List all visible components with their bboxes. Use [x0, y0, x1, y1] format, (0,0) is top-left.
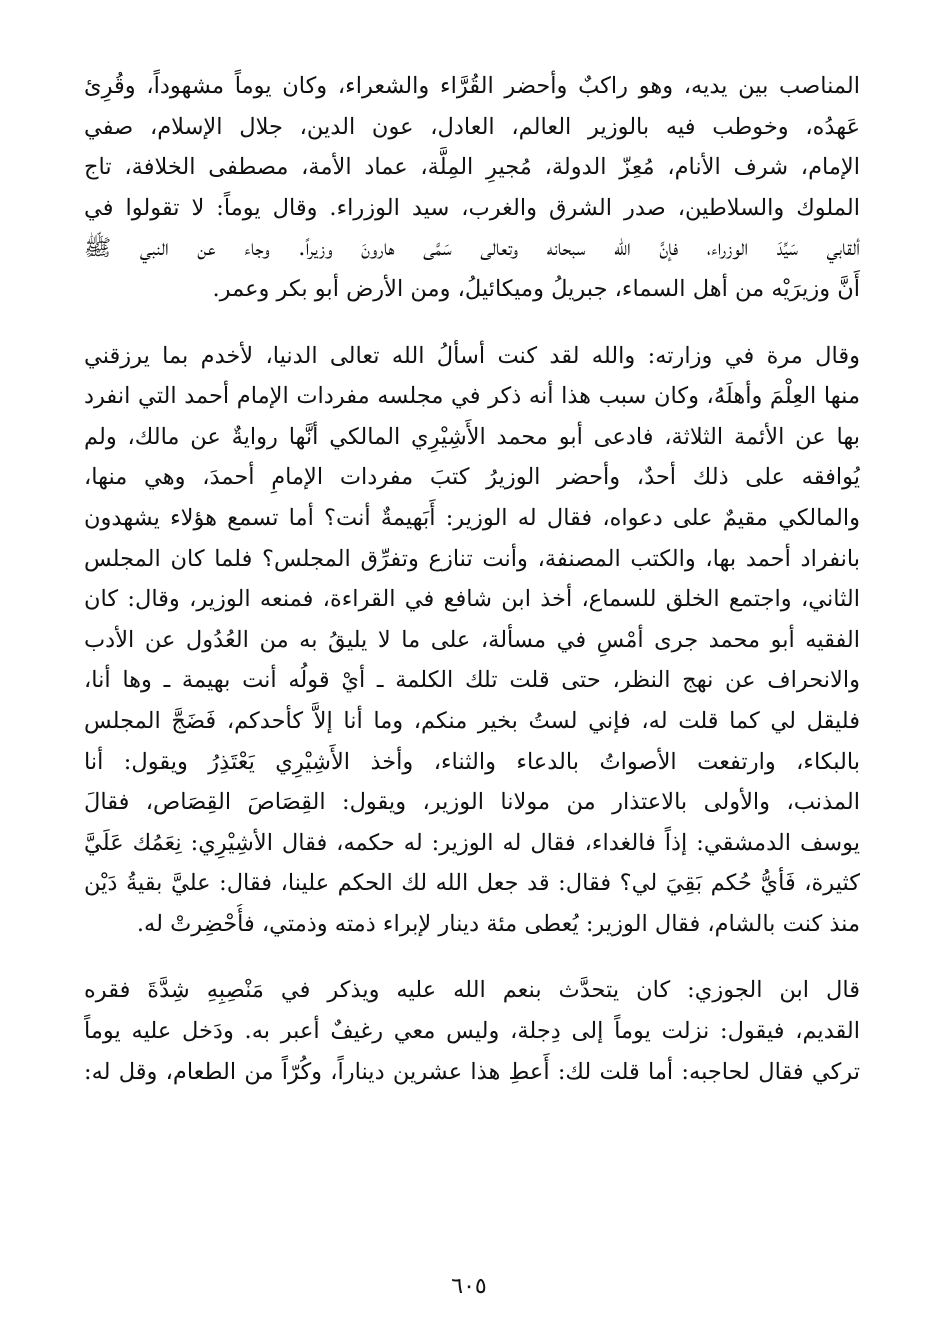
text-line: فليقل لي كما قلت له، فإني لستُ بخير منكم، وما أنا إلاَّ كأحدكم، فَضَجَّ المجلس	[84, 707, 860, 734]
text-line: المذنب، والأولى بالاعتذار من مولانا الوزير، ويقول: القِصَاصَ القِصَاص، فقالَ	[84, 789, 860, 816]
text-line: كثيرة، فَأيُّ حُكم بَقِيَ لي؟ فقال: قد جعل الله لك الحكم علينا، فقال: عليَّ بقيةُ دَيْن	[84, 870, 860, 897]
text-line: والانحراف عن نهج النظر، حتى قلت تلك الكلمة ـ أيْ قولُه أنت بهيمة ـ وها أنا،	[84, 667, 860, 694]
text-line: الملوك والسلاطين، صدر الشرق والغرب، سيد الوزراء. وقال يوماً: لا تقولوا في	[84, 194, 860, 221]
text-line: يُوافقه على ذلك أحدٌ، وأحضر الوزيرُ كتبَ مفردات الإمامِ أحمدَ، وهي منها،	[84, 464, 860, 491]
paragraph-3	[84, 970, 860, 1092]
text-line: بانفراد أحمد بها، والكتب المصنفة، وأنت تنازع وتفرِّق المجلس؟ فلما كان المجلس	[84, 545, 860, 572]
text-line: يوسف الدمشقي: إذاً فالغداء، فقال له الوزير: له حكمه، فقال الأشِيْرِي: نِعَمُك عَلَيَّ	[84, 829, 860, 856]
text-line: ألقابي سَيِّدَ الوزراء، فإنَّ الله سبحانه وتعالى سَمَّى هارونَ وزيراً. وجاء عن النبي ﷺ	[84, 235, 860, 262]
text-line: تركي فقال لحاجبه: أما قلت لك: أَعطِ هذا عشرين ديناراً، وكُرّاً من الطعام، وقل له:	[84, 1058, 860, 1085]
text-line: المناصب بين يديه، وهو راكبٌ وأحضر القُرَّاء والشعراء، وكان يوماً مشهوداً، وقُرِئ	[84, 73, 860, 99]
page-number: ٦٠٥	[451, 1274, 487, 1299]
text-line: منها العِلْمَ وأهلَهُ، وكان سبب هذا أنه ذكر في مجلسه مفردات الإمام أحمد التي انفرد	[84, 383, 860, 410]
text-line: بها عن الأئمة الثلاثة، فادعى أبو محمد الأَشِيْرِي المالكي أنَّها روايةٌ عن مالك، ولم	[84, 423, 860, 450]
page-body	[84, 66, 860, 1092]
text-line: الفقيه أبو محمد جرى أمْسِ في مسألة، على ما لا يليقُ به من العُدُول عن الأدب	[84, 626, 860, 653]
text-line: بالبكاء، وارتفعت الأصواتُ بالدعاء والثناء، وأخذ الأَشِيْرِي يَعْتَذِرُ ويقول: أنا	[84, 748, 860, 775]
text-line: منذ كنت بالشام، فقال الوزير: يُعطى مئة دينار لإبراء ذمته وذمتي، فأُحْضِرتْ له.	[136, 910, 860, 937]
text-line: والمالكي مقيمٌ على دعواه، فقال له الوزير: أَبَهيمةٌ أنت؟ أما تسمع هؤلاء يشهدون	[84, 504, 860, 531]
text-line: قال ابن الجوزي: كان يتحدَّث بنعم الله عليه ويذكر في مَنْصِبِهِ شِدَّةَ فقره	[84, 977, 860, 1004]
text-line: الثاني، واجتمع الخلق للسماع، أخذ ابن شافع في القراءة، فمنعه الوزير، وقال: كان	[84, 586, 860, 613]
paragraph-2	[84, 336, 860, 945]
text-line: الإمام، شرف الأنام، مُعِزّ الدولة، مُجيرِ المِلَّة، عماد الأمة، مصطفى الخلافة، تاج	[84, 154, 860, 181]
text-line: عَهدُه، وخوطب فيه بالوزير العالم، العادل، عون الدين، جلال الإسلام، صفي	[84, 113, 860, 140]
text-line: القديم، فيقول: نزلت يوماً إلى دِجلة، وليس معي رغيفٌ أعبر به. ودَخل عليه يوماً	[84, 1018, 860, 1045]
text-line: وقال مرة في وزارته: والله لقد كنت أسألُ الله تعالى الدنيا، لأخدم بما يرزقني	[84, 342, 860, 369]
text-line: أَنَّ وزيرَيْه من أهل السماء، جبريلُ وميكائيلُ، ومن الأرض أبو بكر وعمر.	[212, 275, 860, 302]
paragraph-1	[84, 66, 860, 310]
